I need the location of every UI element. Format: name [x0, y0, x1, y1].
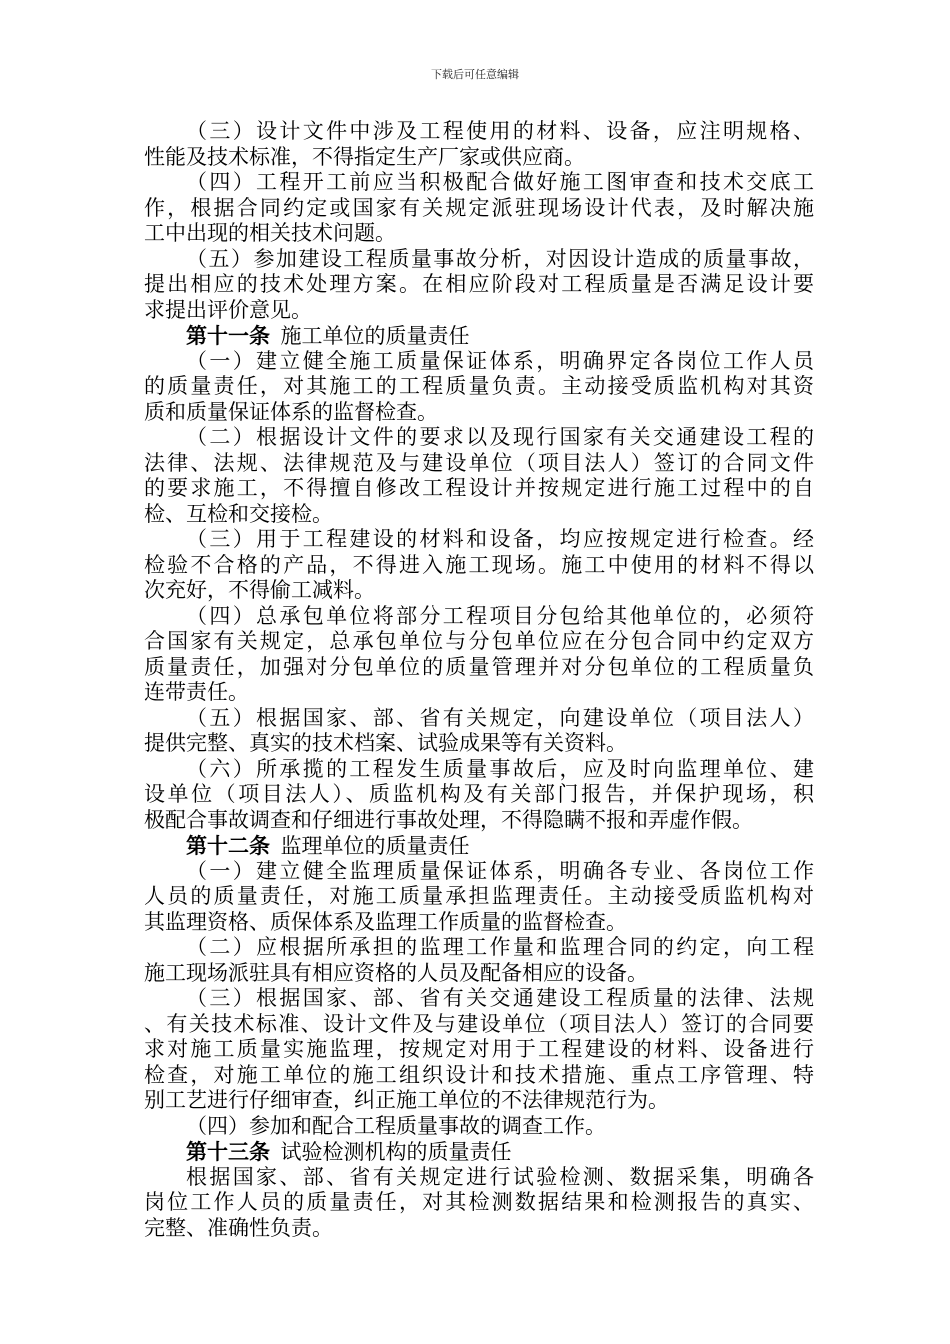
text-line: 检查，对施工单位的施工组织设计和技术措施、重点工序管理、特 [144, 1062, 814, 1087]
text-line: 性能及技术标准，不得指定生产厂家或供应商。 [144, 144, 585, 169]
text-line: 合国家有关规定，总承包单位与分包单位应在分包合同中约定双方 [144, 629, 814, 653]
text-line: （五）根据国家、部、省有关规定，向建设单位（项目法人） [186, 705, 814, 730]
text-line: （四）参加和配合工程质量事故的调查工作。 [186, 1113, 606, 1138]
article-heading [144, 1139, 814, 1165]
article-heading [144, 323, 814, 349]
text-line: 、有关技术标准、设计文件及与建设单位（项目法人）签订的合同要 [144, 1011, 814, 1036]
text-line: （三）用于工程建设的材料和设备，均应按规定进行检查。经 [186, 527, 814, 551]
text-line: 求提出评价意见。 [144, 297, 312, 322]
text-line: 人员的质量责任，对施工质量承担监理责任。主动接受质监机构对 [144, 884, 814, 908]
text-line: 次充好，不得偷工减料。 [144, 578, 375, 602]
text-line: 的要求施工，不得擅自修改工程设计并按规定进行施工过程中的自 [144, 476, 814, 500]
article-heading [144, 833, 814, 859]
text-line: 完整、准确性负责。 [144, 1215, 333, 1240]
text-line: （四）工程开工前应当积极配合做好施工图审查和技术交底工 [186, 170, 814, 194]
text-line: 根据国家、部、省有关规定进行试验检测、数据采集，明确各 [186, 1164, 814, 1189]
text-line: 连带责任。 [144, 680, 249, 704]
text-line: （三）设计文件中涉及工程使用的材料、设备，应注明规格、 [186, 119, 814, 143]
text-line: 检、互检和交接检。 [144, 501, 333, 526]
text-line: 求对施工质量实施监理，按规定对用于工程建设的材料、设备进行 [144, 1037, 814, 1061]
article-number: 第十二条 [186, 833, 270, 858]
text-line: 工中出现的相关技术问题。 [144, 221, 396, 245]
text-line: （四）总承包单位将部分工程项目分包给其他单位的，必须符 [186, 603, 814, 628]
text-line: 设单位（项目法人）、质监机构及有关部门报告，并保护现场，积 [144, 782, 814, 806]
text-line: 岗位工作人员的质量责任，对其检测数据结果和检测报告的真实、 [144, 1190, 814, 1214]
text-line: 法律、法规、法律规范及与建设单位（项目法人）签订的合同文件 [144, 450, 814, 475]
text-line: （五）参加建设工程质量事故分析，对因设计造成的质量事故， [186, 246, 814, 271]
text-line: 极配合事故调查和仔细进行事故处理，不得隐瞒不报和弄虚作假。 [144, 807, 753, 832]
text-line: 其监理资格、质保体系及监理工作质量的监督检查。 [144, 909, 627, 934]
text-line: 的质量责任，对其施工的工程质量负责。主动接受质监机构对其资 [144, 374, 814, 398]
text-line: 提出相应的技术处理方案。在相应阶段对工程质量是否满足设计要 [144, 272, 814, 296]
page-header: 下载后可任意编辑 [431, 68, 519, 81]
article-title: 试验检测机构的质量责任 [270, 1140, 512, 1164]
text-line: （二）根据设计文件的要求以及现行国家有关交通建设工程的 [186, 425, 814, 449]
text-line: 质量责任，加强对分包单位的质量管理并对分包单位的工程质量负 [144, 654, 814, 679]
text-line: 检验不合格的产品，不得进入施工现场。施工中使用的材料不得以 [144, 552, 814, 577]
text-line: 施工现场派驻具有相应资格的人员及配备相应的设备。 [144, 960, 648, 985]
article-number: 第十一条 [186, 323, 270, 348]
text-line: （三）根据国家、部、省有关交通建设工程质量的法律、法规 [186, 986, 814, 1010]
text-line: （一）建立健全监理质量保证体系，明确各专业、各岗位工作 [186, 858, 814, 883]
text-line: 别工艺进行仔细审查，纠正施工单位的不法律规范行为。 [144, 1088, 669, 1112]
document-body [144, 119, 814, 1241]
text-line: 作，根据合同约定或国家有关规定派驻现场设计代表，及时解决施 [144, 195, 814, 220]
text-line: （二）应根据所承担的监理工作量和监理合同的约定，向工程 [186, 935, 814, 959]
text-line: （一）建立健全施工质量保证体系，明确界定各岗位工作人员 [186, 348, 814, 373]
article-title: 施工单位的质量责任 [270, 324, 470, 348]
article-number: 第十三条 [186, 1139, 270, 1164]
text-line: 质和质量保证体系的监督检查。 [144, 399, 438, 424]
text-line: 提供完整、真实的技术档案、试验成果等有关资料。 [144, 731, 627, 755]
text-line: （六）所承揽的工程发生质量事故后，应及时向监理单位、建 [186, 756, 814, 781]
article-title: 监理单位的质量责任 [270, 834, 470, 858]
